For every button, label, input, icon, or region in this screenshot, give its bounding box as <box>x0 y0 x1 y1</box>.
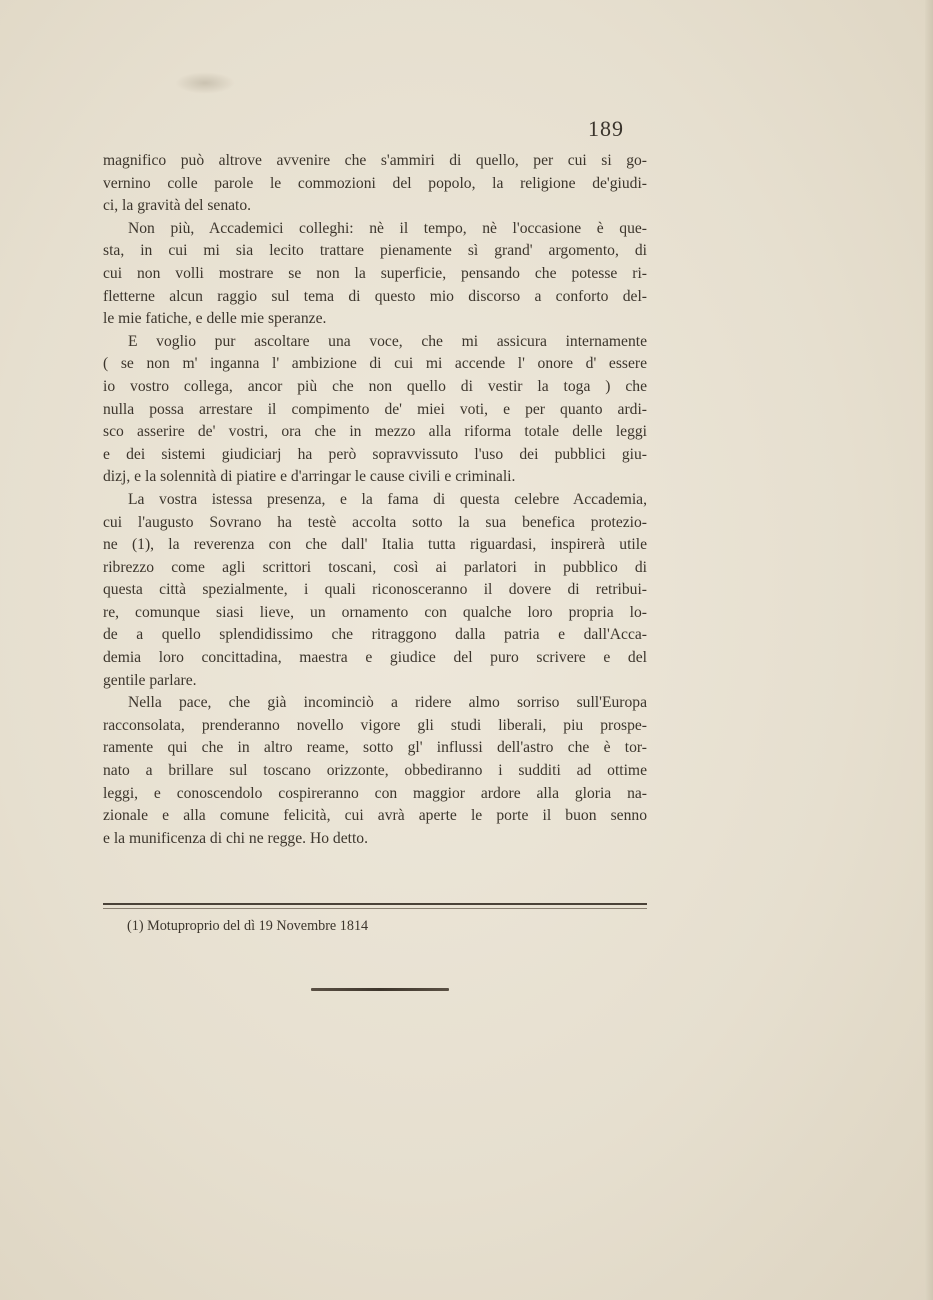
text-line: La vostra istessa presenza, e la fama di questa celebre Accademia, <box>128 490 647 508</box>
text-line: nulla possa arrestare il compimento de' miei voti, e per quanto ardi- <box>103 400 647 418</box>
text-line: sco asserire de' vostri, ora che in mezzo alla riforma totale delle leggi <box>103 423 647 441</box>
text-line: e la munificenza di chi ne regge. Ho detto. <box>103 829 368 847</box>
text-line: nato a brillare sul toscano orizzonte, obbediranno i sudditi ad ottime <box>103 762 647 780</box>
paragraph <box>103 218 647 331</box>
page-number: 189 <box>588 116 624 141</box>
text-line: demia loro concittadina, maestra e giudice del puro scrivere e del <box>103 649 647 667</box>
text-line: re, comunque siasi lieve, un ornamento con qualche loro propria lo- <box>103 603 647 621</box>
paragraph <box>103 692 647 850</box>
text-line: ci, la gravità del senato. <box>103 197 252 215</box>
paragraph <box>103 150 647 218</box>
text-line: leggi, e conoscendolo cospireranno con maggior ardore alla gloria na- <box>103 784 647 802</box>
text-line: dizj, e la solennità di piatire e d'arringar le cause civili e criminali. <box>103 468 516 486</box>
text-line: le mie fatiche, e delle mie speranze. <box>103 310 327 328</box>
text-line: zionale e alla comune felicità, cui avrà aperte le porte il buon senno <box>103 807 647 825</box>
text-line: Nella pace, che già incominciò a ridere almo sorriso sull'Europa <box>128 694 647 712</box>
page-edge <box>925 0 933 1300</box>
text-line: sta, in cui mi sia lecito trattare pienamente sì grand' argomento, di <box>103 242 647 260</box>
foxing-stain <box>175 72 235 94</box>
footnote-rule-thin <box>103 908 647 909</box>
paragraph <box>103 489 647 692</box>
text-line: ne (1), la reverenza con che dall' Italia tutta riguardasi, inspirerà utile <box>103 536 647 554</box>
paragraph <box>103 331 647 489</box>
body-text <box>103 150 647 850</box>
text-line: E voglio pur ascoltare una voce, che mi assicura internamente <box>128 332 647 350</box>
text-line: ( se non m' inganna l' ambizione di cui mi accende l' onore d' essere <box>103 355 647 373</box>
text-line: Non più, Accademici colleghi: nè il tempo, nè l'occasione è que- <box>128 219 647 237</box>
text-line: racconsolata, prenderanno novello vigore gli studi liberali, piu prospe- <box>103 716 647 734</box>
text-line: de a quello splendidissimo che ritraggono dalla patria e dall'Acca- <box>103 626 647 644</box>
text-line: cui l'augusto Sovrano ha testè accolta sotto la sua benefica protezio- <box>103 513 647 531</box>
text-line: ribrezzo come agli scrittori toscani, così ai parlatori in pubblico di <box>103 558 647 576</box>
footnote: (1) Motuproprio del dì 19 Novembre 1814 <box>127 918 369 934</box>
text-line: gentile parlare. <box>103 671 197 689</box>
text-line: magnifico può altrove avvenire che s'ammiri di quello, per cui si go- <box>103 152 647 169</box>
text-line: vernino colle parole le commozioni del popolo, la religione de'giudi- <box>103 174 647 192</box>
footnote-rule <box>103 903 647 905</box>
text-line: io vostro collega, ancor più che non quello di vestir la toga ) che <box>103 377 647 395</box>
text-line: ramente qui che in altro reame, sotto gl' influssi dell'astro che è tor- <box>103 739 647 757</box>
text-line: cui non volli mostrare se non la superficie, pensando che potesse ri- <box>103 264 647 282</box>
text-line: fletterne alcun raggio sul tema di questo mio discorso a conforto del- <box>103 287 647 305</box>
text-line: e dei sistemi giudiciarj ha però sopravvissuto l'uso dei pubblici giu- <box>103 445 647 463</box>
text-line: questa città spezialmente, i quali riconosceranno il dovere di retribui- <box>103 581 647 599</box>
end-ornament-rule <box>311 988 449 991</box>
